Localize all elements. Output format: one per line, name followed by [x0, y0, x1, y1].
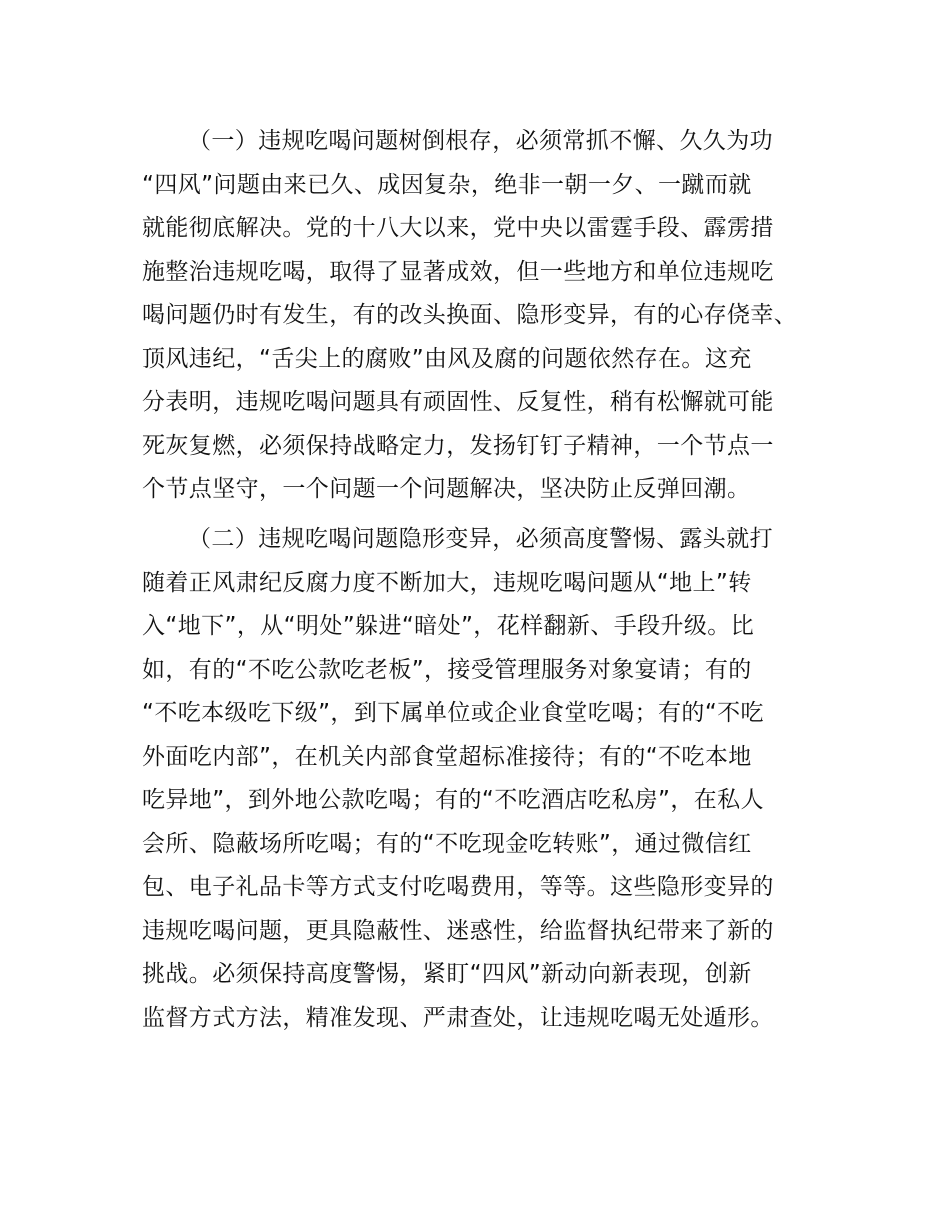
text-line: 违规吃喝问题，更具隐蔽性、迷惑性，给监督执纪带来了新的 [142, 917, 774, 944]
text-line: 个节点坚守，一个问题一个问题解决，坚决防止反弹回潮。 [142, 476, 751, 502]
text-line: 挑战。必须保持高度警惕，紧盯“四风”新动向新表现，创新 [142, 961, 752, 987]
text-line: 随着正风肃纪反腐力度不断加大，违规吃喝问题从“地上”转 [142, 569, 752, 596]
text-line: “不吃本级吃下级”，到下属单位或企业食堂吃喝；有的“不吃 [142, 700, 764, 726]
text-line: 入“地下”，从“明处”躲进“暗处”，花样翻新、手段升级。比 [142, 613, 755, 639]
text-line: 喝问题仍时有发生，有的改头换面、隐形变异，有的心存侥幸、 [142, 302, 798, 328]
paragraph-violation-persistent [142, 120, 832, 512]
text-line: 外面吃内部”，在机关内部食堂超标准接待；有的“不吃本地 [142, 743, 752, 770]
text-line: 如，有的“不吃公款吃老板”，接受管理服务对象宴请；有的 [142, 656, 752, 683]
paragraph-violation-disguised [142, 518, 832, 1040]
text-line: 就能彻底解决。党的十八大以来，党中央以雷霆手段、霹雳措 [142, 215, 774, 241]
section-heading-two: （二）违规吃喝问题隐形变异，必须高度警惕、露头就打 [188, 526, 773, 552]
text-line: 死灰复燃，必须保持战略定力，发扬钉钉子精神，一个节点一 [142, 432, 774, 459]
text-line: 施整治违规吃喝，取得了显著成效，但一些地方和单位违规吃 [142, 258, 774, 285]
text-line: 分表明，违规吃喝问题具有顽固性、反复性，稍有松懈就可能 [142, 389, 774, 415]
text-line: 吃异地”，到外地公款吃喝；有的“不吃酒店吃私房”，在私人 [142, 787, 764, 813]
text-line: 会所、隐蔽场所吃喝；有的“不吃现金吃转账”，通过微信红 [142, 830, 752, 857]
section-heading-one: （一）违规吃喝问题树倒根存，必须常抓不懈、久久为功 [188, 128, 773, 154]
text-line: 顶风违纪，“舌尖上的腐败”由风及腐的问题依然存在。这充 [142, 345, 752, 372]
text-line: 包、电子礼品卡等方式支付吃喝费用，等等。这些隐形变异的 [142, 874, 774, 900]
text-line: “四风”问题由来已久、成因复杂，绝非一朝一夕、一蹴而就 [142, 171, 752, 198]
text-line: 监督方式方法，精准发现、严肃查处，让违规吃喝无处遁形。 [142, 1004, 774, 1031]
